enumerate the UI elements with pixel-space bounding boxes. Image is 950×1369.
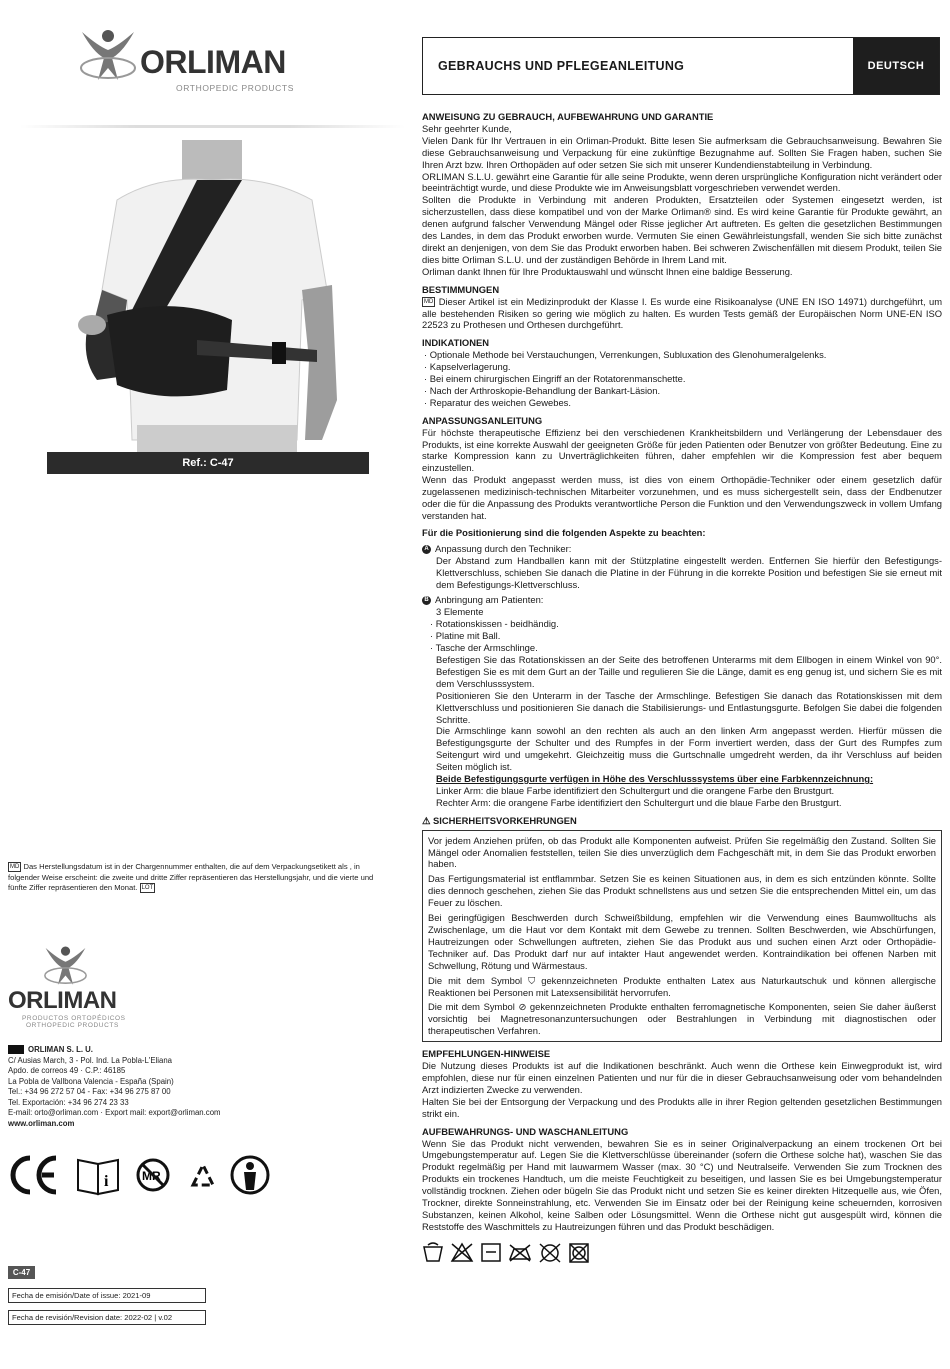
brand-tagline-es: PRODUCTOS ORTOPÉDICOS — [22, 1015, 126, 1022]
paragraph: Vor jedem Anziehen prüfen, ob das Produkt alle Komponenten aufweist. Prüfen Sie regelmäßig den Zustand. Sollten Sie Mängel oder Anomalien feststellen, teilen Sie dies unverzüglich dem Fachgeschäft mit, in dem Sie das Produkt erworben haben. — [428, 834, 936, 870]
address-line: C/ Ausias March, 3 - Pol. Ind. La Pobla-L'Eliana — [8, 1055, 173, 1065]
section-title-safety: ⚠ SICHERHEITSVORKEHRUNGEN — [422, 814, 577, 826]
paragraph: Die Nutzung dieses Produkts ist auf die Indikationen beschränkt. Auch wenn die Orthese kein Einwegprodukt ist, wird empfohlen, diese nur für einen einzelnen Patienten und nur für die in dieser Gebrauchsanweisung oder vom behandelnden Arzt indizierten Zwecke zu verwenden. — [422, 1060, 942, 1095]
section-title: AUFBEWAHRUNGS- UND WASCHANLEITUNG — [422, 1125, 629, 1137]
section-title: ANWEISUNG ZU GEBRAUCH, AUFBEWAHRUNG UND GARANTIE — [422, 111, 714, 122]
paragraph: Bei geringfügigen Beschwerden durch Schweißbildung, empfehlen wir die Verwendung eines Baumwolltuchs als Zwischenlage, um die Haut vor dem Kontakt mit dem Gewebe zu trennen. Sollten Beschwerden, wie Abschürfungen, Hautreizungen oder Schwellungen auftreten, ziehen Sie das Produkt aus und suchen einen Arzt oder Orthopädie-Techniker auf. Das Produkt darf nur auf intakter Haut angewendet werden. Kontraindikation bei offenen Narben mit Schwellung, Rötung und Wärmestaus. — [428, 912, 936, 971]
address-line: Tel.: +34 96 272 57 04 - Fax: +34 96 275 87 00 — [8, 1087, 171, 1096]
orliman-figure-icon — [38, 945, 93, 987]
list-item: · Nach der Arthroskopie-Behandlung der Bankart-Läsion. — [424, 384, 661, 396]
brand-logo-top — [78, 28, 318, 98]
list-item: · Reparatur des weichen Gewebes. — [424, 396, 571, 408]
paragraph: Für höchste therapeutische Effizienz bei den verschiedenen Krankheitsbildern und Verlängerung der Lebensdauer des Produkts, ist eine korrekte Auswahl der geeigneten Größe für jeden Patienten oder Benutzer von größter Bedeutung. Eine zu starke Kompression kann zu Unverträglichkeiten führen, daher empfehlen wir die Kompression fest aber bequem einzustellen. — [422, 426, 942, 474]
single-patient-icon — [232, 1157, 268, 1193]
list-item: · Optionale Methode bei Verstauchungen, Verrenkungen, Subluxation des Glenohumeralgelenks. — [424, 349, 827, 361]
symbols-row — [8, 1150, 278, 1200]
step-b-badge: B — [422, 596, 431, 605]
ce-mark-icon — [13, 1158, 56, 1192]
paragraph: Rechter Arm: die orangene Farbe identifiziert den Schultergurt und die blaue Farbe den Brustgurt. — [436, 796, 842, 808]
language-badge: DEUTSCH — [853, 38, 939, 94]
flat-dry-icon — [482, 1244, 500, 1261]
list-item: · Platine mit Ball. — [430, 630, 501, 642]
list-item: · Kapselverlagerung. — [424, 361, 511, 373]
lot-note — [8, 862, 378, 894]
md-label: MD — [10, 864, 20, 870]
recycle-icon — [193, 1165, 213, 1185]
section-title: EMPFEHLUNGEN-HINWEISE — [422, 1048, 551, 1060]
orliman-figure-icon — [78, 28, 138, 83]
document-header — [422, 37, 940, 95]
section-title: ANPASSUNGSANLEITUNG — [422, 414, 543, 426]
brand-tagline: ORTHOPEDIC PRODUCTS — [176, 83, 294, 93]
paragraph: Sollten die Produkte in Verbindung mit anderen Produkten, Ersatzteilen oder Systemen eingesetzt werden, ist sicherzustellen, dass diese kompatibel und von der Marke Orliman® sind. Es wird keine Garantie für Produkte gewährt, an denen aufgrund falscher Verwendung Mängel oder Risse jeglicher Art auftreten. Es gelten die gesetzlichen Bestimmungen des Landes, in dem das Produkt erworben wurde. Vermuten Sie einen Gewährleistungsfall, wenden Sie sich bitte zunächst direkt an denjenigen, von dem Sie das Produkt erworben haben. Bei schweren Zwischenfällen mit diesem Produkt, teilen Sie dies bitte Orliman S.L.U. und der zuständigen Behörde in Ihrem Land mit. — [422, 194, 942, 265]
paragraph: Befestigen Sie das Rotationskissen an der Seite des betroffenen Unterarms mit dem Ellbogen in einem Winkel von 90°. Befestigen Sie es mit dem Gurt an der Taille und regulieren Sie die Länge, damit es eng genug ist, und sichern Sie es mit dem Verschlusssystem. — [436, 653, 942, 689]
product-ref: Ref.: C-47 — [47, 452, 369, 474]
paragraph: Wenn das Produkt angepasst werden muss, ist dies von einem Orthopädie-Techniker oder einem gesetzlich dafür zugelassenen medizinisch-technischen Mitarbeiter vorzunehmen, und es muss sichergestellt sein, dass der Endbenutzer oder die für die Anpassung des Produkts verantwortliche Person die Funktion und den Verwendungszweck in vollem Umfang verstanden hat. — [422, 474, 942, 521]
paragraph: Positionieren Sie den Unterarm in der Tasche der Armschlinge. Befestigen Sie danach das Rotationskissen mit dem Klettverschluss und positionieren Sie danach die Stabilisierungs- und Entlastungsgurte. Befolgen Sie dabei die folgenden Schritte. — [436, 689, 942, 725]
no-dry-clean-icon — [540, 1244, 560, 1262]
paragraph: Für die Positionierung sind die folgenden Aspekte zu beachten: — [422, 526, 706, 538]
paragraph: Das Fertigungsmaterial ist entflammbar. Setzen Sie es keinen Situationen aus, in dem es sich entzünden könnte. Sollte dies dennoch geschehen, ziehen Sie das Produkt schnellstens aus und setzen Sie die entsprechenden Mittel ein, um das Feuer zu löschen. — [428, 873, 936, 909]
paragraph: Wenn Sie das Produkt nicht verwenden, bewahren Sie es in seiner Originalverpackung an einem trockenen Ort bei Umgebungstemperatur auf. Legen Sie die Klettverschlüsse übereinander (sofern die Orthese solche hat), waschen Sie das Produkt regelmäßig per Hand mit lauwarmem Wasser (max. 30 °C) und Neutralseife. Verwenden Sie zum Trocknen des Produkts ein trockenes Handtuch, um die meiste Feuchtigkeit zu beseitigen, und lassen Sie es bei Umgebungstemperatur vollständig trocknen. Ziehen oder bügeln Sie das Produkt nicht und setzen Sie es keiner direkten Hitzequelle aus, wie Öfen, Trockner, direkte Sonneinstrahlung, etc. Verwenden Sie im Einsatz oder bei der Reinigung keine scheuernden, korrosiven Substanzen, keinen Alkohol, keine Salben oder Lösungsmittel. Wenn die Orthese nicht gut ausgespült wird, können die Reststoffe des Waschmittels zu Hautreizungen führen und das Produkt beschädigen. — [422, 1137, 942, 1232]
mr-unsafe-icon: ⊘ — [518, 1001, 527, 1013]
paragraph: 3 Elemente — [436, 606, 484, 618]
document-title: GEBRAUCHS UND PFLEGEANLEITUNG — [438, 59, 685, 73]
paragraph: MD Dieser Artikel ist ein Medizinprodukt der Klasse I. Es wurde eine Risikoanalyse (UNE EN ISO 14971) durchgeführt, um alle bestehenden Risiken so gering wie möglich zu halten. Es wurden Tests gemäß der Europäischen Norm UNE-EN ISO 22523 zu Prothesen und Orthesen durchgeführt. — [422, 295, 942, 331]
address-line: E-mail: orto@orliman.com · Export mail: export@orliman.com — [8, 1108, 221, 1117]
no-bleach-icon — [452, 1244, 472, 1261]
svg-text:MR: MR — [142, 1169, 161, 1183]
paragraph: ORLIMAN S.L.U. gewährt eine Garantie für alle seine Produkte, wenn deren ursprüngliche Konfiguration nicht verändert oder beeinträchtigt wurde, und diese Produkte wie im Anweisungsblatt vorgeschrieben verwendet werden. — [422, 170, 942, 194]
manufacturer-address — [8, 1045, 328, 1129]
paragraph: Orliman dankt Ihnen für Ihre Produktauswahl und wünscht Ihnen eine baldige Besserung. — [422, 265, 793, 277]
hand-wash-icon — [424, 1243, 442, 1261]
product-photo — [47, 140, 369, 452]
no-iron-icon — [510, 1245, 530, 1261]
paragraph: Die Armschlinge kann sowohl an den rechten als auch an den linken Arm angepasst werden. Hierfür müssen die Befestigungsgurte der Schulter und des Rumpfes in der Form invertiert werden, dass der Gurt des Rumpfes zum Seitengurt wird und umgekehrt. Gleichzeitig muss die Gurtschnalle umgedreht werden, da ihr Verschluss auf beiden Seiten möglich ist. — [436, 725, 942, 773]
brand-name: ORLIMAN — [140, 44, 286, 80]
address-line: La Pobla de Vallbona Valencia - España (Spain) — [8, 1076, 174, 1086]
paragraph: Die mit dem Symbol ⊘ gekennzeichneten Produkte enthalten ferromagnetische Komponenten, seien Sie daher äußerst vorsichtig bei Magnetresonanzuntersuchungen oder Bestrahlungen in Verbindung mit diagnostischen oder therapeutischen Verfahren. — [428, 1001, 936, 1037]
step-a-title: A Anpassung durch den Techniker: — [422, 543, 942, 555]
website-link[interactable]: www.orliman.com — [8, 1118, 75, 1128]
factory-icon — [8, 1045, 24, 1054]
divider — [20, 125, 405, 128]
warning-icon: ⚠ — [422, 814, 431, 826]
lot-label: LOT — [141, 885, 154, 891]
instructions-body — [422, 111, 942, 1263]
no-tumble-dry-icon — [570, 1244, 588, 1262]
section-title: INDIKATIONEN — [422, 337, 490, 349]
paragraph: Linker Arm: die blaue Farbe identifiziert den Schultergurt und die orangene Farbe den Brustgurt. — [436, 784, 835, 796]
product-code: C-47 — [8, 1266, 35, 1279]
mr-unsafe-icon — [138, 1160, 168, 1190]
list-item: · Tasche der Armschlinge. — [430, 642, 538, 654]
brand-name: ORLIMAN — [8, 987, 117, 1014]
address-line: Apdo. de correos 49 · C.P.: 46185 — [8, 1066, 126, 1075]
address-line: Tel. Exportación: +34 96 274 23 33 — [8, 1097, 129, 1107]
list-item: · Rotationskissen - beidhändig. — [430, 618, 559, 630]
care-symbols — [422, 1241, 942, 1263]
md-label: MD — [424, 299, 434, 306]
brand-tagline-en: ORTHOPEDIC PRODUCTS — [26, 1022, 119, 1029]
paragraph: Der Abstand zum Handballen kann mit der Stützplatine eingestellt werden. Entfernen Sie hierfür den Befestigungs-Klettverschluss, schieben Sie danach die Platine in der Führung in die korrekte Position und befestigen Sie sie erneut mit dem Befestigungs-Klettverschluss. — [436, 554, 942, 590]
step-a-badge: A — [422, 545, 431, 554]
list-item: · Bei einem chirurgischen Eingriff an der Rotatorenmanschette. — [424, 373, 686, 385]
instructions-icon — [78, 1160, 118, 1194]
revision-date: Fecha de revisión/Revision date: 2022-02 | v.02 — [8, 1310, 206, 1325]
svg-text:i: i — [104, 1173, 109, 1190]
issue-date: Fecha de emisión/Date of issue: 2021-09 — [8, 1288, 206, 1303]
lot-note-text: Das Herstellungsdatum ist in der Chargennummer enthalten, die auf dem Verpackungsetikett als , in folgender Weise erscheint: die zweite und dritte Ziffer repräsentieren das Herstellungsjahr, und die vierte und fünfte Ziffer repräsentieren den Monat. — [8, 862, 374, 892]
latex-icon: ⛉ — [528, 974, 536, 986]
step-b-title: B Anbringung am Patienten: — [422, 594, 942, 606]
safety-box — [422, 830, 942, 1043]
paragraph: Die mit dem Symbol ⛉ gekennzeichneten Produkte enthalten Latex aus Naturkautschuk und können allergische Reaktionen bei Personen mit Latexsensibilität hervorrufen. — [428, 974, 936, 998]
paragraph: Sehr geehrter Kunde, — [422, 122, 512, 134]
company-name: ORLIMAN S. L. U. — [28, 1045, 93, 1054]
paragraph: Halten Sie bei der Entsorgung der Verpackung und des Produkts alle in ihrer Region geltenden gesetzlichen Bestimmungen strikt ein. — [422, 1095, 942, 1119]
paragraph: Beide Befestigungsgurte verfügen in Höhe des Verschlusssystems über eine Farbkennzeichnung: — [436, 773, 874, 785]
paragraph: Vielen Dank für Ihr Vertrauen in ein Orliman-Produkt. Bitte lesen Sie aufmerksam die Gebrauchsanweisung. Bewahren Sie diese Gebrauchsanweisung und Verpackung für eine zukünftige Bezugnahme auf. Sollten Sie Fragen haben, suchen Sie Ihren Arzt bzw. Ihren Orthopäden auf oder setzen Sie sich mit unserer Kundendienstabteilung in Verbindung. — [422, 134, 942, 170]
section-title: BESTIMMUNGEN — [422, 283, 500, 295]
brand-logo-bottom — [8, 945, 208, 1029]
